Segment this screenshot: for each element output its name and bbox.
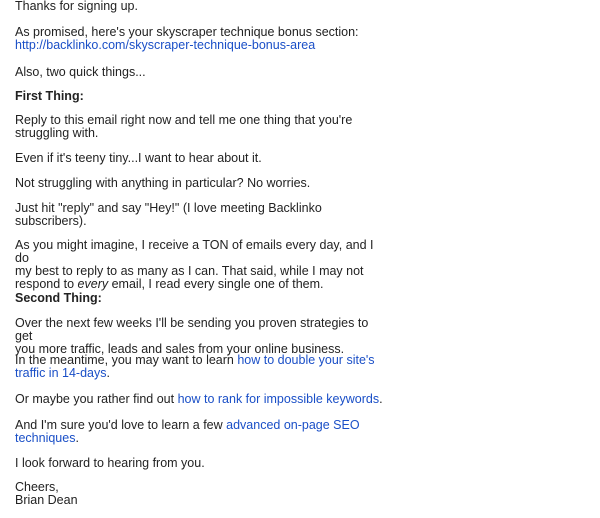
- reply-line-1: Reply to this email right now and tell me one thing that you're: [15, 113, 353, 127]
- next-line-1: Over the next few weeks I'll be sending you proven strategies to get: [15, 316, 369, 343]
- double-traffic-link-part-2[interactable]: traffic in 14-days: [15, 366, 107, 380]
- sure-text: And I'm sure you'd love to learn a few: [15, 418, 227, 432]
- seo-link-part-2[interactable]: techniques: [15, 431, 76, 445]
- hey-paragraph: [15, 202, 387, 228]
- ton-line-3b: email, I read every single one of them.: [108, 277, 324, 291]
- meantime-text: In the meantime, you may want to learn: [15, 353, 238, 367]
- promise-paragraph: [15, 26, 387, 52]
- first-heading: First Thing:: [15, 89, 84, 103]
- next-line-2: you more traffic, leads and sales from your online business.: [15, 342, 345, 356]
- two-things-text: [15, 66, 387, 79]
- reply-paragraph: [15, 114, 387, 140]
- no-worries-text: Not struggling with anything in particular? No worries.: [15, 176, 311, 190]
- ton-line-1: As you might imagine, I receive a TON of emails every day, and I do: [15, 238, 374, 265]
- teeny-text: Even if it's teeny tiny...I want to hear about it.: [15, 151, 262, 165]
- reply-line-2: struggling with.: [15, 126, 99, 140]
- double-traffic-link-part-1[interactable]: how to double your site's: [237, 353, 375, 367]
- two-things: Also, two quick things...: [15, 65, 146, 79]
- ton-line-3a: respond to: [15, 277, 78, 291]
- forward-text: I look forward to hearing from you.: [15, 456, 205, 470]
- no-worries-paragraph: [15, 177, 387, 190]
- second-thing-heading: [15, 292, 387, 305]
- sure-end: .: [75, 431, 79, 445]
- ton-line-3-emphasis: every: [77, 277, 109, 291]
- ton-line-2: my best to reply to as many as I can. That said, while I may not: [15, 264, 364, 278]
- meantime-end: .: [106, 366, 110, 380]
- greeting: Thanks for signing up.: [15, 0, 138, 13]
- next-weeks-paragraph: [15, 317, 387, 356]
- cheers-text: Cheers,: [15, 480, 59, 494]
- rather-paragraph: [15, 393, 387, 406]
- rather-end: .: [379, 392, 383, 406]
- meantime-paragraph: [15, 354, 387, 380]
- teeny-paragraph: [15, 152, 387, 165]
- seo-link-part-1[interactable]: advanced on-page SEO: [226, 418, 360, 432]
- rather-text: Or maybe you rather find out: [15, 392, 178, 406]
- forward-paragraph: [15, 457, 387, 470]
- first-thing-heading: [15, 90, 387, 103]
- seo-paragraph: [15, 419, 387, 445]
- hey-line-2: subscribers).: [15, 214, 87, 228]
- promise-text: As promised, here's your skyscraper technique bonus section:: [15, 25, 359, 39]
- second-heading: Second Thing:: [15, 291, 102, 305]
- signoff: [15, 481, 387, 507]
- ton-paragraph: [15, 239, 387, 291]
- hey-line-1: Just hit "reply" and say "Hey!" (I love meeting Backlinko: [15, 201, 322, 215]
- greeting-text: [15, 0, 387, 13]
- rank-keywords-link[interactable]: how to rank for impossible keywords: [177, 392, 380, 406]
- bonus-link[interactable]: http://backlinko.com/skyscraper-technique-bonus-area: [15, 38, 316, 52]
- signature-name: Brian Dean: [15, 493, 78, 507]
